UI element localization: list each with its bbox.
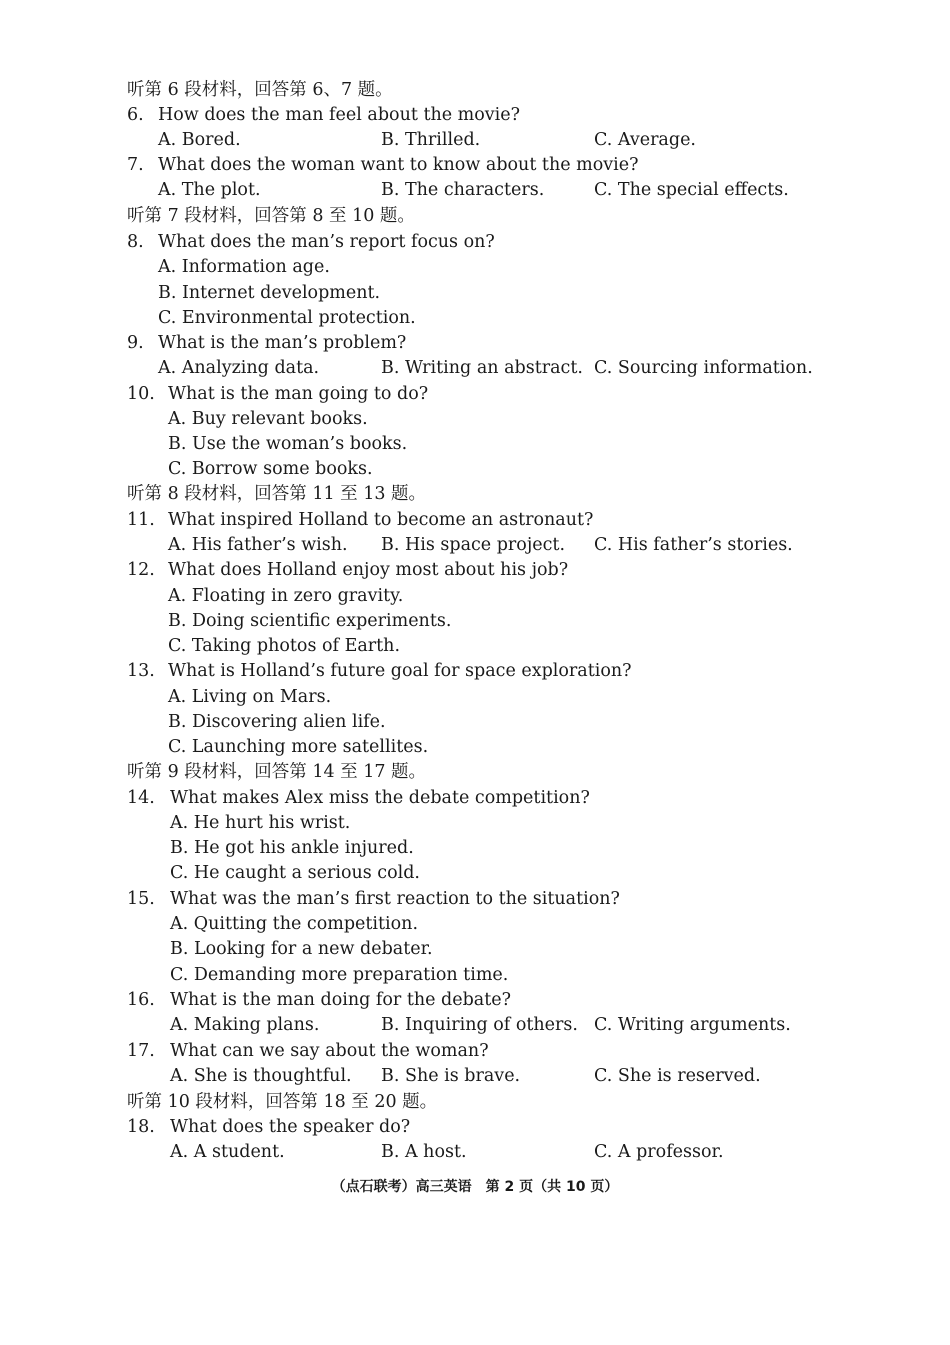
- question-number: 18.: [127, 1117, 155, 1137]
- section-heading: 听第 8 段材料，回答第 11 至 13 题。: [127, 484, 427, 504]
- question-number: 10.: [127, 384, 155, 404]
- question-8: [0, 230, 950, 255]
- question-16: [0, 988, 950, 1013]
- option-b: B. The characters.: [381, 180, 545, 200]
- question-number: 8.: [127, 232, 144, 252]
- option-row: [0, 811, 950, 836]
- option-a: A. Buy relevant books.: [168, 409, 368, 429]
- option-row: [0, 937, 950, 962]
- question-text: What does the speaker do?: [170, 1117, 411, 1137]
- option-c: C. Average.: [594, 130, 696, 150]
- question-13: [0, 659, 950, 684]
- option-row: [0, 255, 950, 280]
- option-row: [0, 306, 950, 331]
- question-number: 14.: [127, 788, 155, 808]
- option-row: [0, 584, 950, 609]
- section-heading: 听第 9 段材料，回答第 14 至 17 题。: [127, 762, 427, 782]
- option-a: A. Information age.: [158, 257, 330, 277]
- question-6: [0, 103, 950, 128]
- option-c: C. The special effects.: [594, 180, 789, 200]
- option-row: [0, 912, 950, 937]
- question-text: What is Holland’s future goal for space exploration?: [168, 661, 632, 681]
- question-text: What is the man’s problem?: [158, 333, 407, 353]
- option-a: A. The plot.: [158, 180, 261, 200]
- option-b: B. Internet development.: [158, 283, 381, 303]
- question-18: [0, 1115, 950, 1140]
- option-c: C. Writing arguments.: [594, 1015, 791, 1035]
- option-b: B. She is brave.: [381, 1066, 521, 1086]
- question-15: [0, 887, 950, 912]
- option-row: [0, 861, 950, 886]
- option-c: C. She is reserved.: [594, 1066, 761, 1086]
- question-number: 13.: [127, 661, 155, 681]
- option-row: [0, 710, 950, 735]
- option-a: A. Floating in zero gravity.: [168, 586, 404, 606]
- section-heading: 听第 6 段材料，回答第 6、7 题。: [127, 80, 393, 100]
- option-c: C. He caught a serious cold.: [170, 863, 420, 883]
- option-row: [0, 735, 950, 760]
- option-b: B. His space project.: [381, 535, 566, 555]
- question-number: 6.: [127, 105, 144, 125]
- option-b: B. Doing scientific experiments.: [168, 611, 452, 631]
- question-number: 17.: [127, 1041, 155, 1061]
- question-number: 9.: [127, 333, 144, 353]
- section-heading: 听第 7 段材料，回答第 8 至 10 题。: [127, 206, 415, 226]
- question-text: What inspired Holland to become an astronaut?: [168, 510, 594, 530]
- option-b: B. Thrilled.: [381, 130, 481, 150]
- question-10: [0, 382, 950, 407]
- option-c: C. Sourcing information.: [594, 358, 813, 378]
- option-a: A. Making plans.: [170, 1015, 320, 1035]
- option-c: C. Environmental protection.: [158, 308, 416, 328]
- question-12: [0, 558, 950, 583]
- option-c: C. Taking photos of Earth.: [168, 636, 401, 656]
- option-b: B. Discovering alien life.: [168, 712, 386, 732]
- question-number: 11.: [127, 510, 155, 530]
- options-9: [0, 356, 950, 381]
- option-b: B. Writing an abstract.: [381, 358, 583, 378]
- question-14: [0, 786, 950, 811]
- option-row: [0, 432, 950, 457]
- question-text: What does the man’s report focus on?: [158, 232, 495, 252]
- section-heading: 听第 10 段材料，回答第 18 至 20 题。: [127, 1092, 438, 1112]
- question-number: 12.: [127, 560, 155, 580]
- options-7: [0, 178, 950, 203]
- option-row: [0, 836, 950, 861]
- question-number: 16.: [127, 990, 155, 1010]
- options-11: [0, 533, 950, 558]
- option-a: A. Bored.: [158, 130, 241, 150]
- option-b: B. Inquiring of others.: [381, 1015, 578, 1035]
- question-text: What is the man going to do?: [168, 384, 429, 404]
- page-footer: （点石联考）高三英语 第 2 页（共 10 页）: [331, 1179, 619, 1195]
- option-row: [0, 407, 950, 432]
- option-b: B. Use the woman’s books.: [168, 434, 408, 454]
- option-b: B. Looking for a new debater.: [170, 939, 433, 959]
- question-text: What can we say about the woman?: [170, 1041, 489, 1061]
- option-row: [0, 685, 950, 710]
- option-row: [0, 609, 950, 634]
- option-c: C. Launching more satellites.: [168, 737, 429, 757]
- options-17: [0, 1064, 950, 1089]
- question-text: What is the man doing for the debate?: [170, 990, 512, 1010]
- options-18: [0, 1140, 950, 1165]
- option-a: A. His father’s wish.: [168, 535, 348, 555]
- option-a: A. Quitting the competition.: [170, 914, 419, 934]
- option-row: [0, 457, 950, 482]
- question-text: What makes Alex miss the debate competition?: [170, 788, 590, 808]
- option-a: A. He hurt his wrist.: [170, 813, 351, 833]
- question-7: [0, 153, 950, 178]
- question-9: [0, 331, 950, 356]
- option-b: B. He got his ankle injured.: [170, 838, 414, 858]
- question-text: What was the man’s first reaction to the situation?: [170, 889, 620, 909]
- option-a: A. Analyzing data.: [158, 358, 320, 378]
- option-b: B. A host.: [381, 1142, 467, 1162]
- question-11: [0, 508, 950, 533]
- question-number: 15.: [127, 889, 155, 909]
- options-16: [0, 1013, 950, 1038]
- option-c: C. Borrow some books.: [168, 459, 373, 479]
- option-a: A. She is thoughtful.: [170, 1066, 352, 1086]
- option-a: A. A student.: [170, 1142, 285, 1162]
- option-c: C. Demanding more preparation time.: [170, 965, 509, 985]
- question-17: [0, 1039, 950, 1064]
- question-text: What does the woman want to know about the movie?: [158, 155, 639, 175]
- option-row: [0, 281, 950, 306]
- option-a: A. Living on Mars.: [168, 687, 332, 707]
- question-text: What does Holland enjoy most about his job?: [168, 560, 569, 580]
- option-row: [0, 963, 950, 988]
- option-c: C. A professor.: [594, 1142, 724, 1162]
- question-text: How does the man feel about the movie?: [158, 105, 521, 125]
- options-6: [0, 128, 950, 153]
- question-number: 7.: [127, 155, 144, 175]
- option-row: [0, 634, 950, 659]
- option-c: C. His father’s stories.: [594, 535, 793, 555]
